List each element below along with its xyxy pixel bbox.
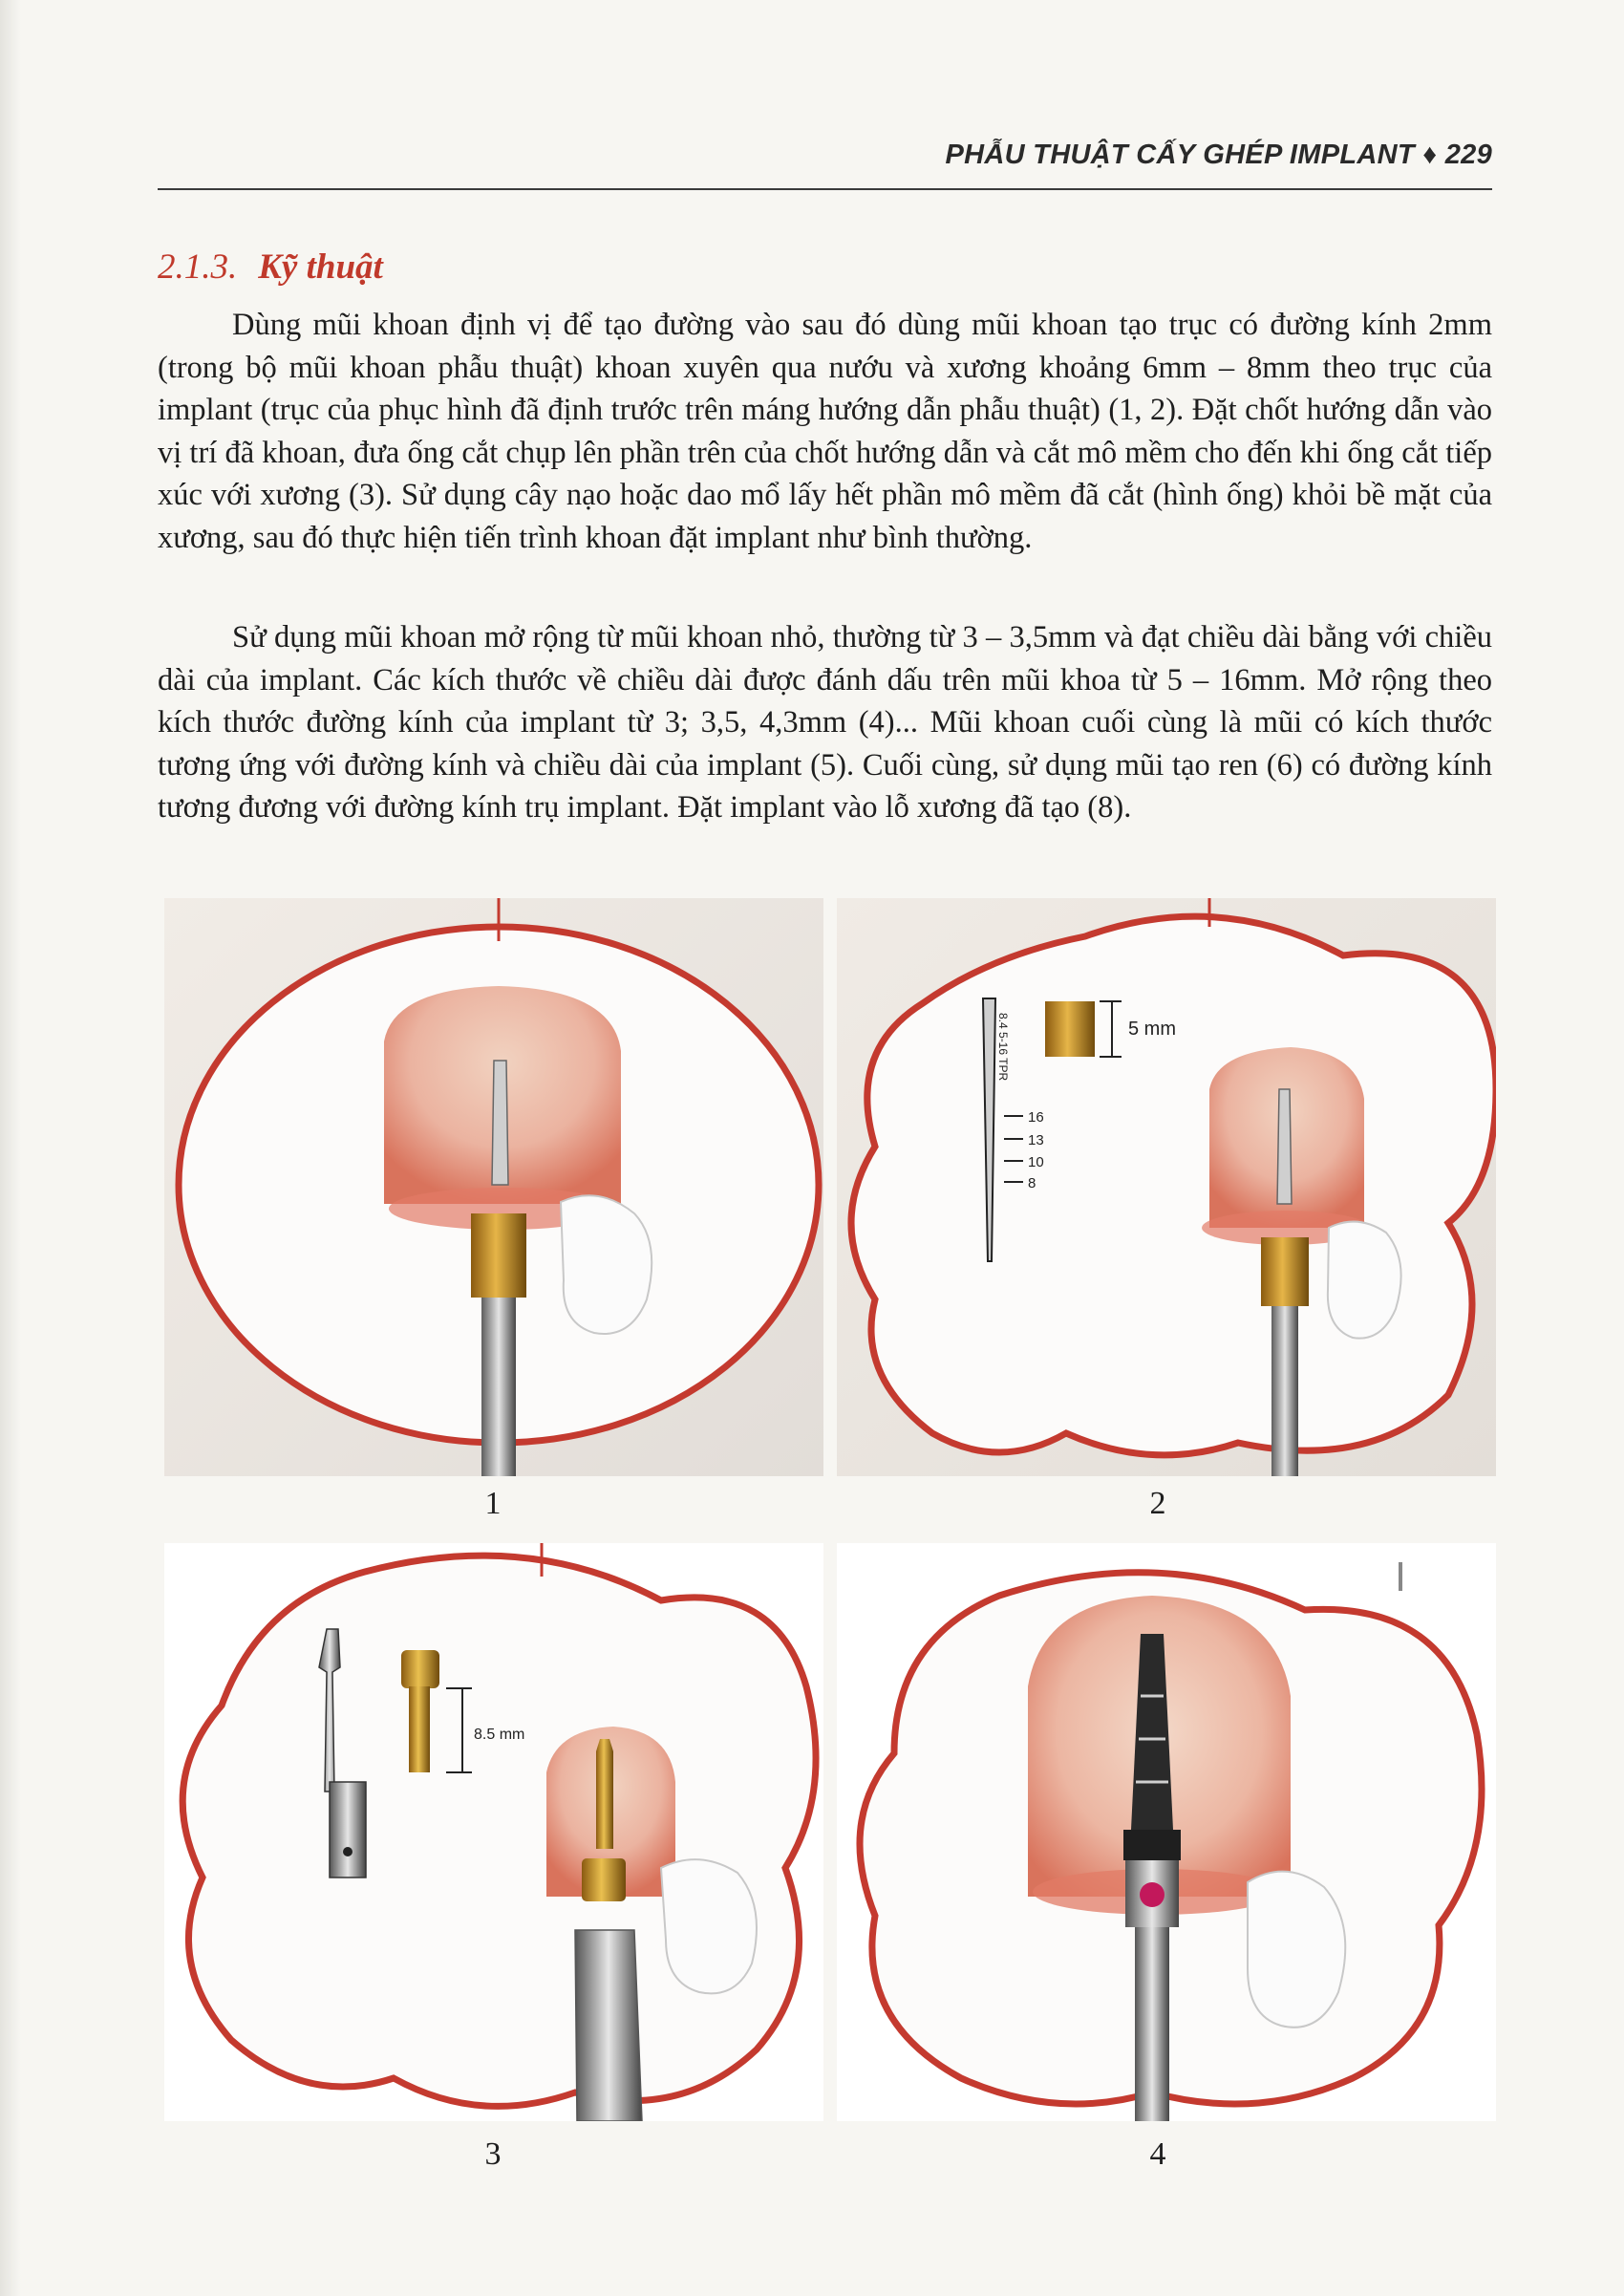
figure-2-guide-sleeve — [1261, 1237, 1309, 1306]
figure-2-illustration — [837, 898, 1496, 1476]
figure-caption: 3 — [484, 2136, 502, 2172]
binding-shadow — [0, 0, 21, 2296]
section-title: Kỹ thuật — [258, 247, 383, 287]
figure-caption: 2 — [1149, 1486, 1166, 1521]
figure-caption: 1 — [484, 1486, 502, 1521]
figure-3 — [164, 1543, 823, 2121]
figure-2-mark-label: 10 — [1028, 1154, 1044, 1170]
figure-2-drill-text: 8.4 5-16 TPR — [996, 1013, 1010, 1082]
figure-1-sleeve — [471, 1213, 526, 1298]
running-title: PHẪU THUẬT CẤY GHÉP IMPLANT ♦ 229 — [945, 139, 1492, 170]
figure-3-tissue-punch — [330, 1782, 366, 1878]
figure-2-mark-label: 8 — [1028, 1175, 1036, 1191]
figure-1 — [164, 898, 823, 1476]
figure-1-drill-shaft — [481, 1298, 516, 1476]
figure-2-sleeve — [1045, 1001, 1095, 1057]
figure-3-pin-label: 8.5 mm — [474, 1727, 525, 1743]
figure-2-drill-tip — [1277, 1089, 1292, 1204]
figure-1-drill-tip — [492, 1061, 508, 1185]
figure-1-illustration — [164, 898, 823, 1476]
figure-caption: 4 — [1149, 2136, 1166, 2172]
figure-2 — [837, 898, 1496, 1476]
figure-3-placed-pin-head — [582, 1858, 626, 1901]
figure-2-tooth — [1328, 1222, 1401, 1339]
running-header — [158, 136, 1492, 183]
figure-4-shaft — [1135, 1927, 1169, 2121]
figure-2-mark-label: 13 — [1028, 1132, 1044, 1148]
figure-2-frame — [851, 916, 1496, 1455]
figure-2-mark-label: 16 — [1028, 1109, 1044, 1126]
figure-3-pin-body — [409, 1686, 430, 1772]
figure-3-frame — [182, 1556, 816, 2106]
figure-4 — [837, 1543, 1496, 2121]
figure-3-pin-head — [401, 1650, 439, 1688]
header-rule — [158, 188, 1492, 190]
figure-4-collar — [1123, 1830, 1181, 1860]
figure-4-tooth — [1248, 1872, 1345, 2028]
section-heading — [158, 247, 383, 288]
paragraph-2: Sử dụng mũi khoan mở rộng từ mũi khoan nhỏ, thường từ 3 – 3,5mm và đạt chiều dài bằng với chiều dài của implant. Các kích thước về chiều dài được đánh dấu trên mũi khoa từ 5 – 16mm. Mở rộng theo kích thước đường kính của implant từ 3; 3,5, 4,3mm (4)... Mũi khoan cuối cùng là mũi có kích thước tương ứng với đường kính và chiều dài của implant (5). Cuối cùng, sử dụng mũi tạo ren (6) có đường kính tương đương với đường kính trụ implant. Đặt implant vào lỗ xương đã tạo (8). — [158, 620, 1492, 825]
figure-4-illustration — [837, 1543, 1496, 2121]
figure-2-sleeve-label: 5 mm — [1128, 1019, 1176, 1040]
paragraph-1: Dùng mũi khoan định vị để tạo đường vào sau đó dùng mũi khoan tạo trục có đường kính 2mm (trong bộ mũi khoan phẫu thuật) khoan xuyên qua nướu và xương khoảng 6mm – 8mm theo trục của implant (trục của phục hình đã định trước trên máng hướng dẫn phẫu thuật) (1, 2). Đặt chốt hướng dẫn vào vị trí đã khoan, đưa ống cắt chụp lên phần trên của chốt hướng dẫn và cắt mô mềm cho đến khi ống cắt tiếp xúc với xương (3). Sử dụng cây nạo hoặc dao mổ lấy hết phần mô mềm đã cắt (hình ống) khỏi bề mặt của xương, sau đó thực hiện tiến trình khoan đặt implant như bình thường. — [158, 308, 1492, 555]
figure-3-placed-pin — [596, 1739, 613, 1849]
section-number: 2.1.3. — [158, 247, 238, 287]
figure-3-illustration — [164, 1543, 823, 2121]
figure-4-color-dot — [1140, 1882, 1165, 1907]
figure-3-punch-hole — [343, 1847, 353, 1856]
figure-3-punch-shaft — [575, 1930, 642, 2121]
figure-3-tooth — [661, 1859, 757, 1993]
figure-2-drill-shaft — [1271, 1306, 1298, 1476]
